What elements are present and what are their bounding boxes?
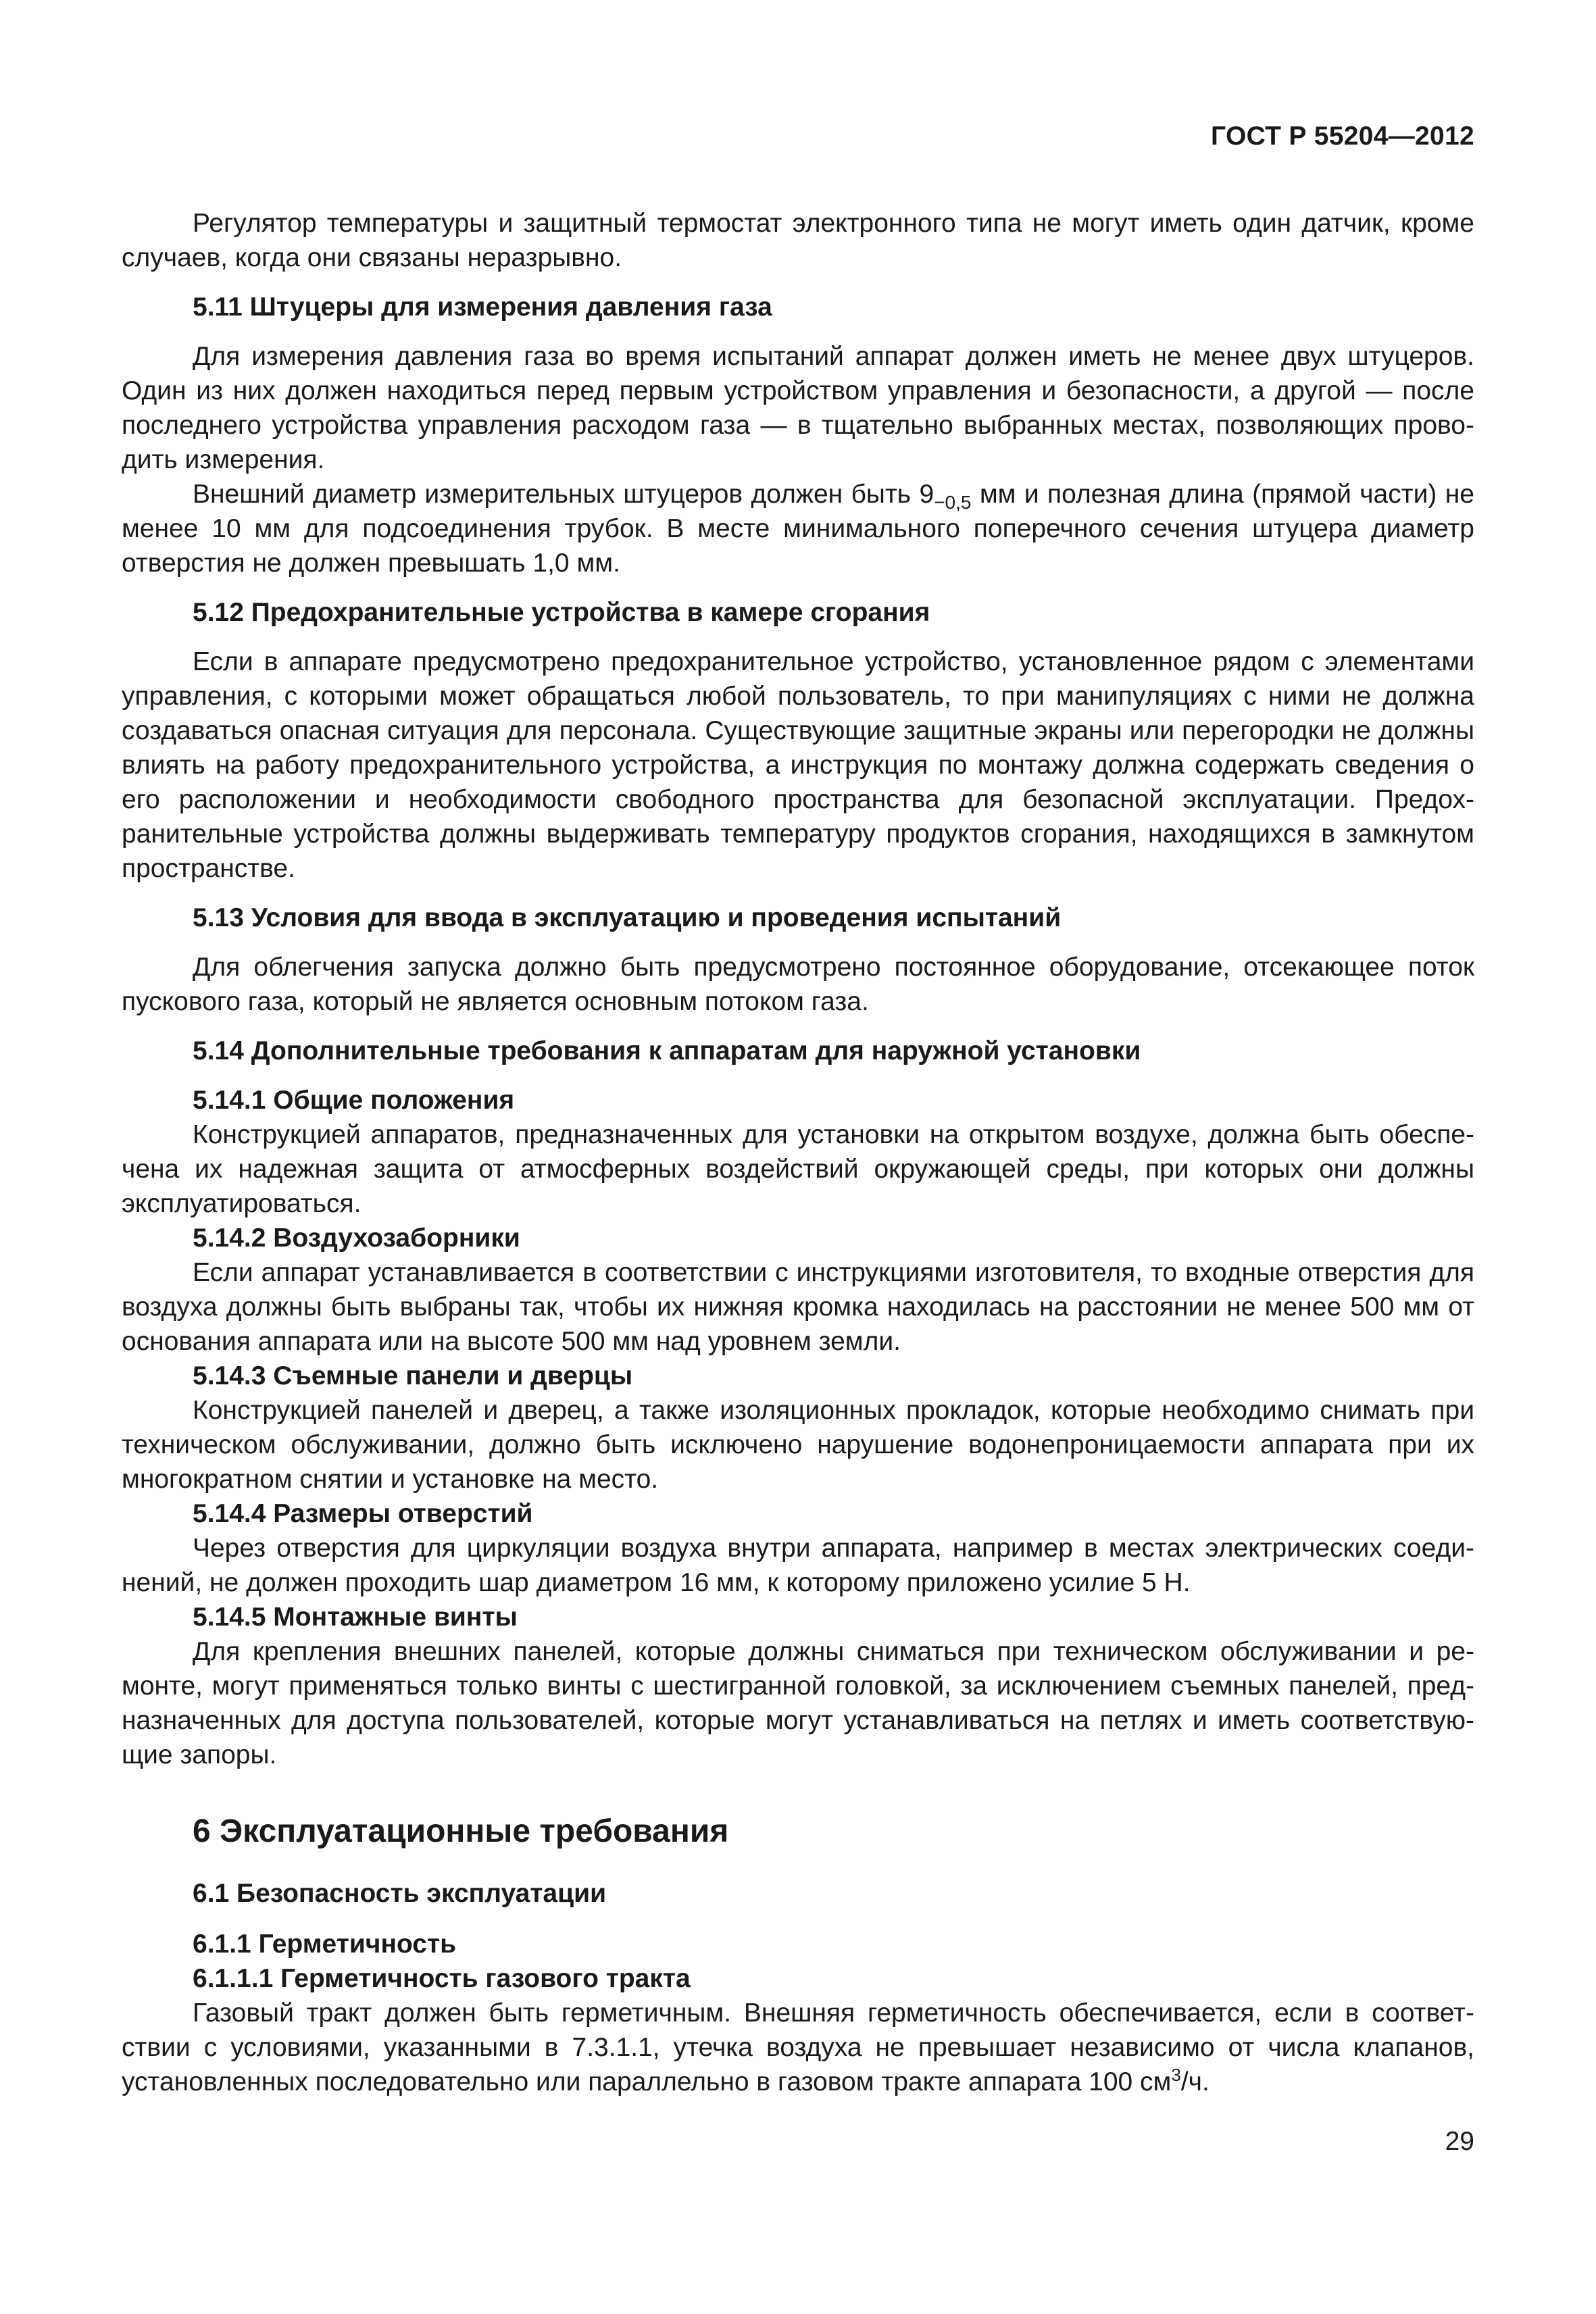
- page-number: 29: [1445, 2127, 1474, 2156]
- paragraph: Для измерения давления газа во время испытаний аппарат должен иметь не менее двух штуцеров. Один из них должен находиться перед первым устройством управления и безопасности, а другой — после последнего устройства управления расходом газа — в тщательно выбранных местах, позволяющих проводить измерения.: [122, 342, 1474, 474]
- chapter-heading: 6 Эксплуатационные требования: [193, 1813, 729, 1849]
- subsection-heading: 5.14.5 Монтажные винты: [193, 1603, 518, 1632]
- section-heading: 5.13 Условия для ввода в эксплуатацию и проведения испытаний: [193, 903, 1062, 932]
- paragraph: Для облегчения запуска должно быть предусмотрено постоянное оборудование, отсекающее поток пускового газа, который не является основным потоком газа.: [122, 953, 1474, 1016]
- subsection-heading: 5.14.2 Воздухозаборники: [193, 1224, 520, 1253]
- paragraph: Через отверстия для циркуляции воздуха внутри аппарата, например в местах электрических соединений, не должен проходить шар диаметром 16 мм, к которому приложено усилие 5 Н.: [122, 1534, 1474, 1597]
- page-body: [122, 206, 1474, 2099]
- paragraph-text: Внешний диаметр измерительных штуцеров должен быть 9: [193, 480, 934, 509]
- paragraph: Регулятор температуры и защитный термостат электронного типа не могут иметь один датчик, кроме случаев, когда они связаны неразрывно.: [122, 209, 1474, 272]
- paragraph: Если аппарат устанавливается в соответствии с инструкциями изготовителя, то входные отверстия для воздуха должны быть выбраны так, чтобы их нижняя кромка находилась на расстоянии не менее 500 мм от основания аппарата или на высоте 500 мм над уровнем земли.: [122, 1258, 1474, 1356]
- subsection-heading: 6.1.1.1 Герметичность газового тракта: [193, 1964, 691, 1993]
- subsection-heading: 5.14.3 Съемные панели и дверцы: [193, 1361, 633, 1390]
- section-heading: 5.14 Дополнительные требования к аппаратам для наружной установки: [193, 1036, 1141, 1065]
- paragraph: [122, 477, 1474, 580]
- section-heading: 6.1 Безопасность эксплуатации: [193, 1879, 607, 1908]
- paragraph: [122, 1996, 1474, 2099]
- section-heading: 5.12 Предохранительные устройства в камере сгорания: [193, 598, 930, 627]
- paragraph-text: Газовый тракт должен быть герметичным. Внешняя герметичность обеспечивается, если в соответствии с условиями, указанными в 7.3.1.1, утечка воздуха не превышает независимо от числа клапанов, установленных последовательно или параллельно в газовом тракте аппарата 100 см: [122, 1998, 1474, 2096]
- paragraph: Если в аппарате предусмотрено предохранительное устройство, установленное рядом с элементами управления, с которыми может обращаться любой пользователь, то при манипуляциях с ними не должна создаваться опасная ситуация для персонала. Существующие защитные экраны или перегородки не должны влиять на работу предохранительного устройства, а инструкция по монтажу должна содержать сведения о его расположении и необходимости свободного пространства для безопасной эксплуатации. Предохранительные устройства должны выдерживать температуру продуктов сгорания, находящихся в замкнутом пространстве.: [122, 647, 1474, 883]
- subsection-heading: 5.14.1 Общие положения: [193, 1086, 515, 1115]
- document-code: ГОСТ Р 55204—2012: [1211, 122, 1474, 151]
- subsection-heading: 6.1.1 Герметичность: [193, 1930, 457, 1959]
- section-heading: 5.11 Штуцеры для измерения давления газа: [193, 293, 772, 322]
- paragraph: Конструкцией панелей и дверец, а также изоляционных прокладок, которые необходимо снимать при техническом обслуживании, должно быть исключено нарушение водонепроницаемости аппарата при их многократном снятии и установке на место.: [122, 1396, 1474, 1494]
- paragraph-text: мм и полезная длина (прямой части) не менее 10 мм для подсоединения трубок. В месте минимального поперечного сечения штуцера диаметр отверстия не должен превышать 1,0 мм.: [122, 480, 1474, 578]
- unit-superscript: 3: [1171, 2065, 1181, 2085]
- paragraph: Для крепления внешних панелей, которые должны сниматься при техническом обслуживании и ремонте, могут применяться только винты с шестигранной головкой, за исключением съемных панелей, предназначенных для доступа пользователей, которые могут устанавливаться на петлях и иметь соответствующие запоры.: [122, 1637, 1474, 1769]
- paragraph-text: /ч.: [1180, 2067, 1210, 2096]
- tolerance-subscript: −0,5: [934, 492, 972, 513]
- subsection-heading: 5.14.4 Размеры отверстий: [193, 1499, 533, 1528]
- paragraph: Конструкцией аппаратов, предназначенных для установки на открытом воздухе, должна быть обеспечена их надежная защита от атмосферных воздействий окружающей среды, при которых они должны эксплуатироваться.: [122, 1120, 1474, 1218]
